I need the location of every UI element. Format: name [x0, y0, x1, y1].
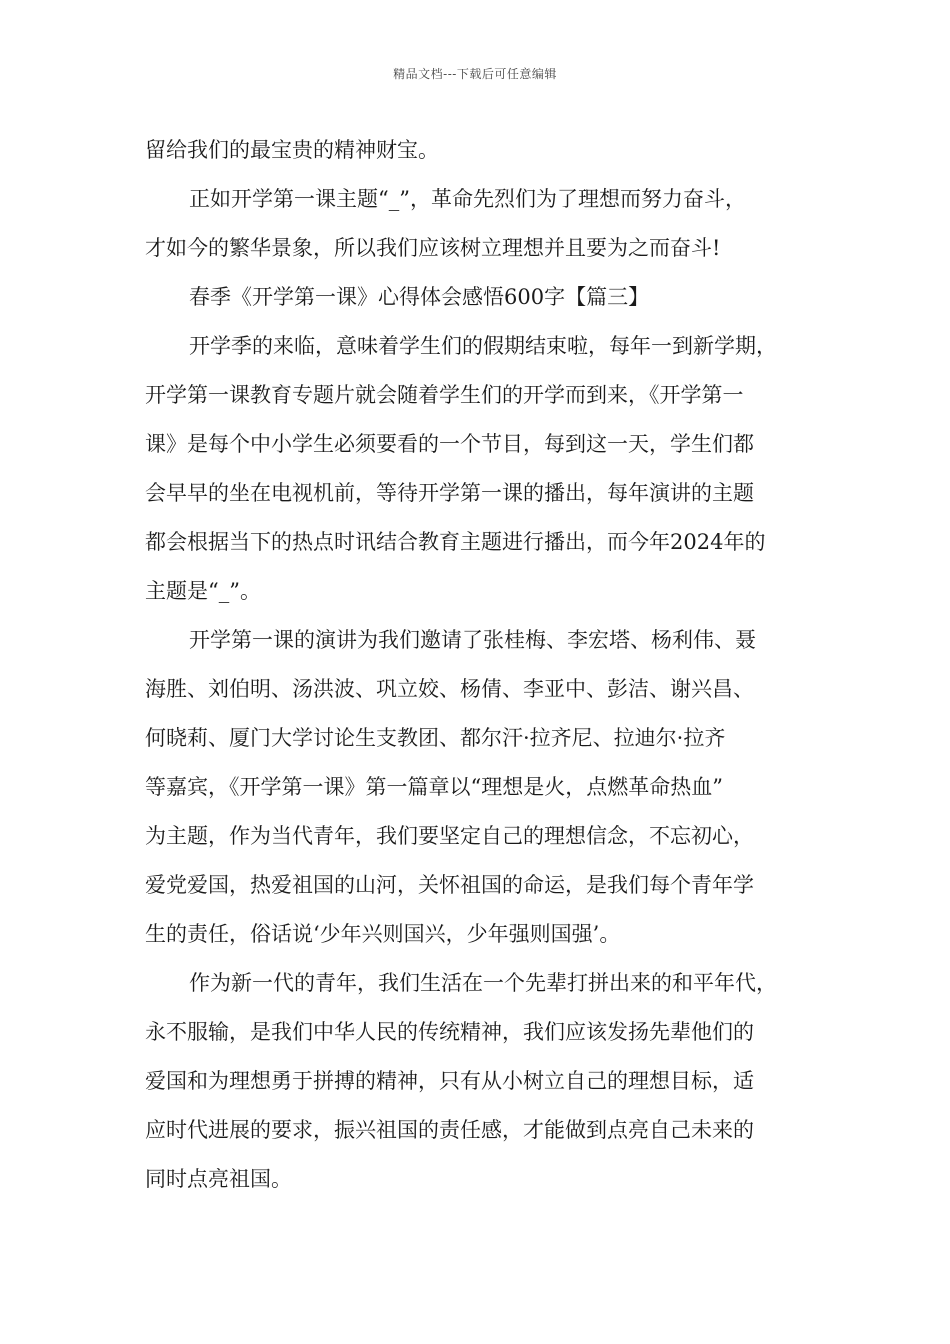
text-line: 留给我们的最宝贵的精神财宝。 [145, 138, 439, 162]
paragraph-line: 作为新一代的青年，我们生活在一个先辈打拼出来的和平年代， [189, 971, 777, 995]
text-line: 主题是“_”。 [145, 579, 261, 603]
text-line: 都会根据当下的热点时讯结合教育主题进行播出，而今年2024年的 [145, 530, 766, 554]
text-line: 等嘉宾，《开学第一课》第一篇章以“理想是火，点燃革命热血” [145, 775, 723, 799]
text-line: 永不服输，是我们中华人民的传统精神，我们应该发扬先辈他们的 [145, 1020, 754, 1044]
text-line: 才如今的繁华景象，所以我们应该树立理想并且要为之而奋斗! [145, 236, 721, 260]
text-line: 会早早的坐在电视机前，等待开学第一课的播出，每年演讲的主题 [145, 481, 754, 505]
section-title: 春季《开学第一课》心得体会感悟600字【篇三】 [189, 285, 650, 309]
page-header: 精品文档---下载后可任意编辑 [393, 67, 557, 81]
text-line: 何晓莉、厦门大学讨论生支教团、都尔汗·拉齐尼、拉迪尔·拉齐 [145, 726, 726, 750]
text-line: 海胜、刘伯明、汤洪波、巩立姣、杨倩、李亚中、彭洁、谢兴昌、 [145, 677, 754, 701]
text-line: 同时点亮祖国。 [145, 1167, 292, 1191]
text-line: 课》是每个中小学生必须要看的一个节目，每到这一天，学生们都 [145, 432, 754, 456]
text-line: 应时代进展的要求，振兴祖国的责任感，才能做到点亮自己未来的 [145, 1118, 754, 1142]
text-line: 爱党爱国，热爱祖国的山河，关怀祖国的命运，是我们每个青年学 [145, 873, 754, 897]
text-line: 为主题，作为当代青年，我们要坚定自己的理想信念，不忘初心， [145, 824, 754, 848]
text-line: 爱国和为理想勇于拼搏的精神，只有从小树立自己的理想目标，适 [145, 1069, 754, 1093]
document-body [145, 126, 810, 1204]
paragraph-line: 开学第一课的演讲为我们邀请了张桂梅、李宏塔、杨利伟、聂 [189, 628, 756, 652]
text-line: 生的责任，俗话说‘少年兴则国兴，少年强则国强’。 [145, 922, 621, 946]
text-line: 开学第一课教育专题片就会随着学生们的开学而到来，《开学第一 [145, 383, 744, 407]
paragraph-line: 开学季的来临，意味着学生们的假期结束啦，每年一到新学期， [189, 334, 777, 358]
paragraph-line: 正如开学第一课主题“_”，革命先烈们为了理想而努力奋斗， [189, 187, 746, 211]
